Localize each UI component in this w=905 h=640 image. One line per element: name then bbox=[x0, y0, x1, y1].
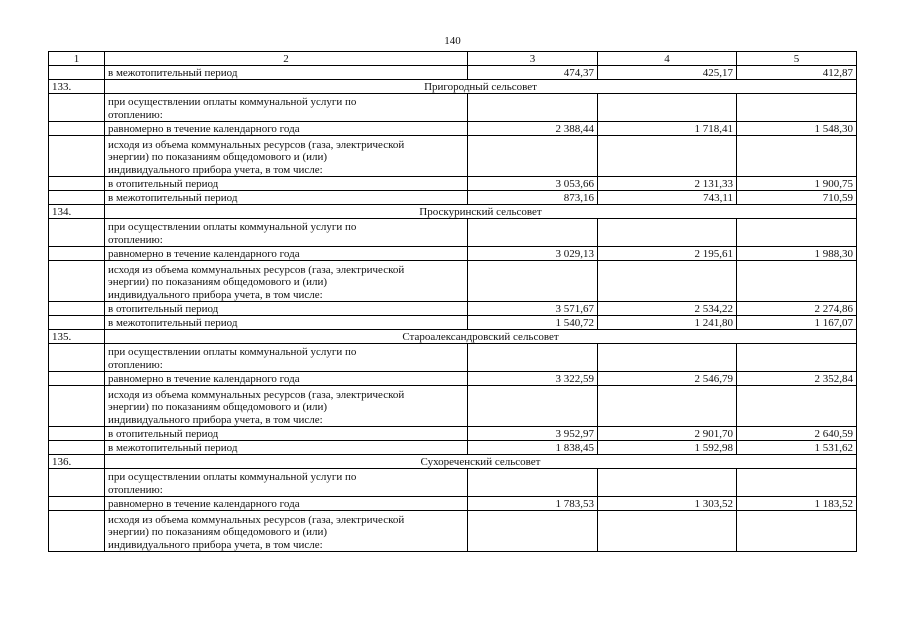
row-label: в отопительный период bbox=[105, 427, 468, 441]
section-number: 133. bbox=[49, 80, 105, 94]
section-title: Пригородный сельсовет bbox=[105, 80, 857, 94]
table-row bbox=[49, 261, 857, 302]
value-cell: 425,17 bbox=[598, 66, 737, 80]
row-label: исходя из объема коммунальных ресурсов (газа, электрической энергии) по показаниям общедомового и (или) индивидуального прибора учета, в том числе: bbox=[105, 386, 468, 427]
table-row bbox=[49, 427, 857, 441]
value-cell: 2 534,22 bbox=[598, 302, 737, 316]
value-cell: 2 901,70 bbox=[598, 427, 737, 441]
value-cell: 1 592,98 bbox=[598, 441, 737, 455]
row-label: исходя из объема коммунальных ресурсов (газа, электрической энергии) по показаниям общедомового и (или) индивидуального прибора учета, в том числе: bbox=[105, 511, 468, 552]
value-cell: 743,11 bbox=[598, 191, 737, 205]
section-header-row bbox=[49, 205, 857, 219]
table-row bbox=[49, 177, 857, 191]
row-label: в межотопительный период bbox=[105, 66, 468, 80]
value-cell: 1 303,52 bbox=[598, 497, 737, 511]
row-label: в межотопительный период bbox=[105, 316, 468, 330]
value-cell: 3 053,66 bbox=[468, 177, 598, 191]
value-cell: 2 131,33 bbox=[598, 177, 737, 191]
value-cell: 3 571,67 bbox=[468, 302, 598, 316]
value-cell: 1 900,75 bbox=[737, 177, 857, 191]
section-title: Сухореченский сельсовет bbox=[105, 455, 857, 469]
header-cell: 3 bbox=[468, 52, 598, 66]
table-row bbox=[49, 372, 857, 386]
value-cell: 474,37 bbox=[468, 66, 598, 80]
tariff-table bbox=[48, 51, 857, 552]
value-cell: 3 952,97 bbox=[468, 427, 598, 441]
table-header-row bbox=[49, 52, 857, 66]
table-row bbox=[49, 469, 857, 497]
table-row bbox=[49, 344, 857, 372]
table-row bbox=[49, 497, 857, 511]
table-row bbox=[49, 302, 857, 316]
table-row bbox=[49, 66, 857, 80]
row-label: равномерно в течение календарного года bbox=[105, 372, 468, 386]
row-label: равномерно в течение календарного года bbox=[105, 122, 468, 136]
table-row bbox=[49, 94, 857, 122]
row-label: при осуществлении оплаты коммунальной услуги по отоплению: bbox=[105, 94, 468, 122]
table-row bbox=[49, 191, 857, 205]
table-row bbox=[49, 219, 857, 247]
header-cell: 1 bbox=[49, 52, 105, 66]
section-title: Староалександровский сельсовет bbox=[105, 330, 857, 344]
row-label: в отопительный период bbox=[105, 177, 468, 191]
value-cell: 2 388,44 bbox=[468, 122, 598, 136]
row-label: при осуществлении оплаты коммунальной услуги по отоплению: bbox=[105, 344, 468, 372]
table-row bbox=[49, 511, 857, 552]
value-cell: 1 718,41 bbox=[598, 122, 737, 136]
value-cell: 1 783,53 bbox=[468, 497, 598, 511]
value-cell: 1 531,62 bbox=[737, 441, 857, 455]
table-row bbox=[49, 122, 857, 136]
row-label: в межотопительный период bbox=[105, 191, 468, 205]
value-cell: 2 274,86 bbox=[737, 302, 857, 316]
section-header-row bbox=[49, 80, 857, 94]
value-cell: 2 640,59 bbox=[737, 427, 857, 441]
row-label: в межотопительный период bbox=[105, 441, 468, 455]
value-cell: 1 241,80 bbox=[598, 316, 737, 330]
header-cell: 4 bbox=[598, 52, 737, 66]
value-cell: 1 540,72 bbox=[468, 316, 598, 330]
value-cell: 1 548,30 bbox=[737, 122, 857, 136]
row-label: при осуществлении оплаты коммунальной услуги по отоплению: bbox=[105, 469, 468, 497]
section-header-row bbox=[49, 455, 857, 469]
value-cell: 1 183,52 bbox=[737, 497, 857, 511]
table-row bbox=[49, 316, 857, 330]
value-cell: 2 546,79 bbox=[598, 372, 737, 386]
table-row bbox=[49, 441, 857, 455]
value-cell: 710,59 bbox=[737, 191, 857, 205]
value-cell: 2 195,61 bbox=[598, 247, 737, 261]
value-cell: 412,87 bbox=[737, 66, 857, 80]
value-cell: 1 167,07 bbox=[737, 316, 857, 330]
value-cell: 1 988,30 bbox=[737, 247, 857, 261]
row-label: в отопительный период bbox=[105, 302, 468, 316]
table-row bbox=[49, 247, 857, 261]
table-row bbox=[49, 136, 857, 177]
header-cell: 2 bbox=[105, 52, 468, 66]
table-row bbox=[49, 386, 857, 427]
value-cell: 3 029,13 bbox=[468, 247, 598, 261]
row-label: при осуществлении оплаты коммунальной услуги по отоплению: bbox=[105, 219, 468, 247]
row-label: равномерно в течение календарного года bbox=[105, 497, 468, 511]
section-title: Проскуринский сельсовет bbox=[105, 205, 857, 219]
page-number: 140 bbox=[444, 35, 461, 47]
value-cell: 873,16 bbox=[468, 191, 598, 205]
section-number: 136. bbox=[49, 455, 105, 469]
value-cell: 1 838,45 bbox=[468, 441, 598, 455]
row-label: исходя из объема коммунальных ресурсов (газа, электрической энергии) по показаниям общедомового и (или) индивидуального прибора учета, в том числе: bbox=[105, 261, 468, 302]
value-cell: 3 322,59 bbox=[468, 372, 598, 386]
section-header-row bbox=[49, 330, 857, 344]
section-number: 135. bbox=[49, 330, 105, 344]
row-label: равномерно в течение календарного года bbox=[105, 247, 468, 261]
header-cell: 5 bbox=[737, 52, 857, 66]
row-label: исходя из объема коммунальных ресурсов (газа, электрической энергии) по показаниям общедомового и (или) индивидуального прибора учета, в том числе: bbox=[105, 136, 468, 177]
value-cell: 2 352,84 bbox=[737, 372, 857, 386]
section-number: 134. bbox=[49, 205, 105, 219]
